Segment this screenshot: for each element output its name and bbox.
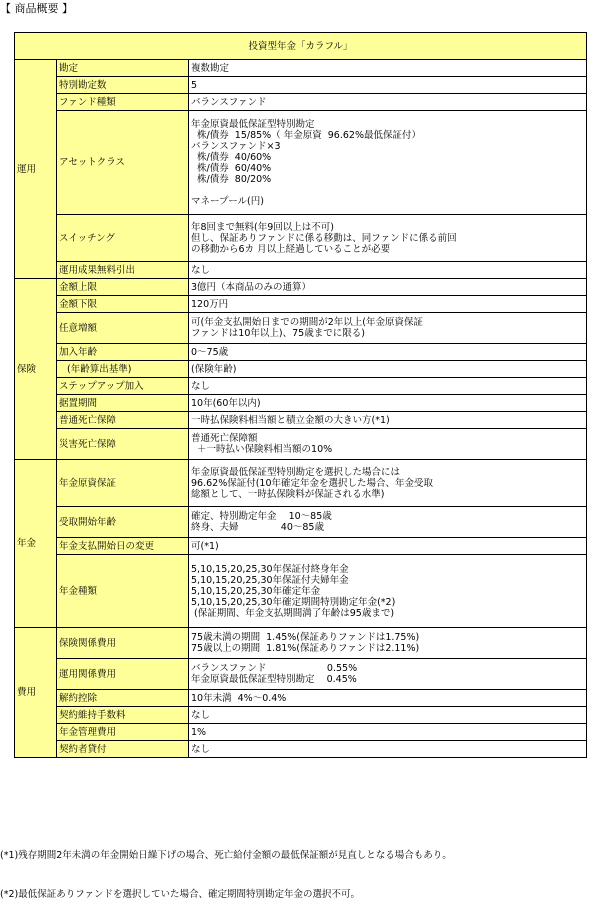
- category-operation: 運用: [15, 60, 57, 279]
- title-row: [15, 33, 587, 60]
- row-value: なし: [189, 741, 587, 758]
- row-label: 年金種類: [57, 555, 189, 628]
- table-row: [15, 111, 587, 215]
- row-value: 5: [189, 77, 587, 94]
- row-value: (保険年齢): [189, 361, 587, 378]
- table-row: [15, 361, 587, 378]
- row-label: 運用関係費用: [57, 659, 189, 690]
- row-value: 120万円: [189, 296, 587, 313]
- row-value: 可(*1): [189, 538, 587, 555]
- row-value: 1%: [189, 724, 587, 741]
- table-row: [15, 395, 587, 412]
- table-row: [15, 460, 587, 507]
- row-value: バランスファンド 0.55% 年金原資最低保証型特別勘定 0.45%: [189, 659, 587, 690]
- row-label: ファンド種類: [57, 94, 189, 111]
- category-insurance: 保険: [15, 279, 57, 460]
- footnote-2: (*2)最低保証ありファンドを選択していた場合、確定期間特別勘定年金の選択不可。: [0, 889, 361, 900]
- row-value: 普通死亡保障額 ＋一時払い保険料相当額の10%: [189, 429, 587, 460]
- row-label: 特別勘定数: [57, 77, 189, 94]
- row-value: 10年(60年以内): [189, 395, 587, 412]
- row-value: 確定、特別勘定年金 10～85歳 終身、夫婦 40～85歳: [189, 507, 587, 538]
- table-row: [15, 296, 587, 313]
- table-row: [15, 429, 587, 460]
- row-label: スイッチング: [57, 215, 189, 262]
- row-value: なし: [189, 262, 587, 279]
- row-label: 受取開始年齢: [57, 507, 189, 538]
- row-value: 3億円（本商品のみの通算）: [189, 279, 587, 296]
- table-row: [15, 707, 587, 724]
- table-title: 投資型年金「カラフル」: [15, 33, 587, 60]
- category-annuity: 年金: [15, 460, 57, 628]
- row-value: 75歳未満の期間 1.45%(保証ありファンドは1.75%) 75歳以上の期間 1.81%(保証ありファンドは2.11%): [189, 628, 587, 659]
- row-label: 解約控除: [57, 690, 189, 707]
- row-label: (年齢算出基準): [57, 361, 189, 378]
- product-summary-table: [14, 32, 587, 758]
- table-row: [15, 538, 587, 555]
- footnotes: [0, 823, 612, 914]
- row-label: アセットクラス: [57, 111, 189, 215]
- row-value: 年金原資最低保証型特別勘定を選択した場合には 96.62%保証付(10年確定年金を選択した場合、年金受取 総額として、一時払保険料が保証される水準): [189, 460, 587, 507]
- row-value: 可(年金支払開始日までの期間が2年以上(年金原資保証 ファンドは10年以上)、75歳までに限る): [189, 313, 587, 344]
- category-cost: 費用: [15, 628, 57, 758]
- table-row: [15, 77, 587, 94]
- row-value: 10年未満 4%～0.4%: [189, 690, 587, 707]
- row-value: 0～75歳: [189, 344, 587, 361]
- row-value: なし: [189, 378, 587, 395]
- row-value: 年8回まで無料(年9回以上は不可) 但し、保証ありファンドに係る移動は、同ファンドに係る前回 の移動から6カ 月以上経過していることが必要: [189, 215, 587, 262]
- table-row: [15, 628, 587, 659]
- table-row: [15, 215, 587, 262]
- table-row: [15, 741, 587, 758]
- row-value: バランスファンド: [189, 94, 587, 111]
- table-row: [15, 378, 587, 395]
- row-label: ステップアップ加入: [57, 378, 189, 395]
- row-label: 普通死亡保障: [57, 412, 189, 429]
- table-row: [15, 313, 587, 344]
- table-row: [15, 279, 587, 296]
- table-row: [15, 659, 587, 690]
- row-label: 勘定: [57, 60, 189, 77]
- row-label: 金額上限: [57, 279, 189, 296]
- table-row: [15, 412, 587, 429]
- row-label: 据置期間: [57, 395, 189, 412]
- row-value: 一時払保険料相当額と積立金額の大きい方(*1): [189, 412, 587, 429]
- row-label: 金額下限: [57, 296, 189, 313]
- row-label: 運用成果無料引出: [57, 262, 189, 279]
- table-row: [15, 262, 587, 279]
- row-label: 年金支払開始日の変更: [57, 538, 189, 555]
- row-label: 契約維持手数料: [57, 707, 189, 724]
- table-row: [15, 344, 587, 361]
- row-label: 年金原資保証: [57, 460, 189, 507]
- page-heading: 【 商品概要 】: [0, 2, 73, 15]
- row-value: 複数勘定: [189, 60, 587, 77]
- row-label: 任意増額: [57, 313, 189, 344]
- footnote-1: (*1)残存期間2年未満の年金開始日繰下げの場合、死亡給付金額の最低保証額が見直しとなる場合もあり。: [0, 850, 452, 861]
- row-label: 保険関係費用: [57, 628, 189, 659]
- row-value: 年金原資最低保証型特別勘定 株/債券 15/85%（ 年金原資 96.62%最低保証付） バランスファンド×3 株/債券 40/60% 株/債券 60/40% 株/債券 80/20% マネープール(円): [189, 111, 587, 215]
- row-value: なし: [189, 707, 587, 724]
- table-row: [15, 94, 587, 111]
- row-label: 災害死亡保障: [57, 429, 189, 460]
- table-row: [15, 724, 587, 741]
- row-label: 加入年齢: [57, 344, 189, 361]
- row-label: 契約者貸付: [57, 741, 189, 758]
- table-row: [15, 507, 587, 538]
- row-label: 年金管理費用: [57, 724, 189, 741]
- row-value: 5,10,15,20,25,30年保証付終身年金 5,10,15,20,25,30年保証付夫婦年金 5,10,15,20,25,30年確定年金 5,10,15,20,25,30年確定期間特別勘定年金(*2) (保証期間、年金支払期間満了年齢は95歳まで): [189, 555, 587, 628]
- table-row: [15, 60, 587, 77]
- table-row: [15, 690, 587, 707]
- table-row: [15, 555, 587, 628]
